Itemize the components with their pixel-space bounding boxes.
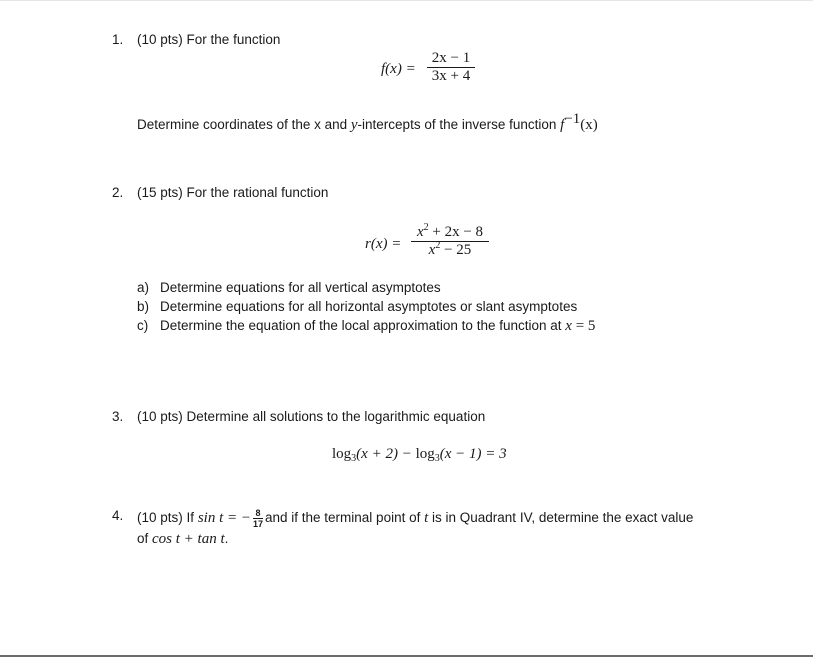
problem-prompt: Determine coordinates of the x and y-intercepts of the inverse function $f^{-1}(x)$ <box>137 111 598 133</box>
problem-number: 3. <box>112 409 124 424</box>
numerator: $x^2 + 2x - 8$ <box>416 222 484 240</box>
fraction <box>427 50 475 85</box>
sub-part-label: b) <box>137 299 150 314</box>
sub-part-label: c) <box>137 318 149 333</box>
problem-header <box>137 409 485 425</box>
sub-part-label: a) <box>137 280 150 295</box>
problem-prompt-line2: of cos t + tan t. <box>137 531 229 547</box>
numerator: 2x − 1 <box>431 50 471 66</box>
sub-part-text: Determine equations for all horizontal asymptotes or slant asymptotes <box>160 299 578 314</box>
problem-intro: Determine all solutions to the logarithmic equation <box>186 409 486 424</box>
points-label: (10 pts) <box>137 32 183 47</box>
problem-number: 1. <box>112 32 124 47</box>
points-label: (10 pts) <box>137 409 183 424</box>
fraction <box>411 224 489 259</box>
sub-part-text: Determine equations for all vertical asymptotes <box>160 280 441 295</box>
problem-header: (10 pts) If sin t = − $\frac{8}{17}$ and if the terminal point of t is in Quadrant IV, determine the exact value <box>137 508 694 529</box>
page-top-edge <box>0 0 813 1</box>
denominator: 3x + 4 <box>431 68 471 84</box>
problem-number: 4. <box>112 508 124 523</box>
points-label: (15 pts) <box>137 185 183 200</box>
problem-header <box>137 185 328 201</box>
sub-part-text: Determine the equation of the local approximation to the function at x = 5 <box>160 318 596 334</box>
function-lhs: f(x) = <box>381 61 416 77</box>
problem-number: 2. <box>112 185 124 200</box>
problem-intro: For the rational function <box>186 185 329 200</box>
denominator: $x^2 - 25$ <box>428 240 472 258</box>
inline-fraction: $\frac{8}{17}$ <box>252 508 263 529</box>
log-equation: $\log_3(x + 2) - \log_3(x - 1) = 3$ <box>332 446 507 464</box>
points-label: (10 pts) <box>137 510 183 526</box>
function-lhs: r(x) = <box>365 236 402 252</box>
problem-header <box>137 32 280 48</box>
problem-intro: For the function <box>186 32 281 47</box>
